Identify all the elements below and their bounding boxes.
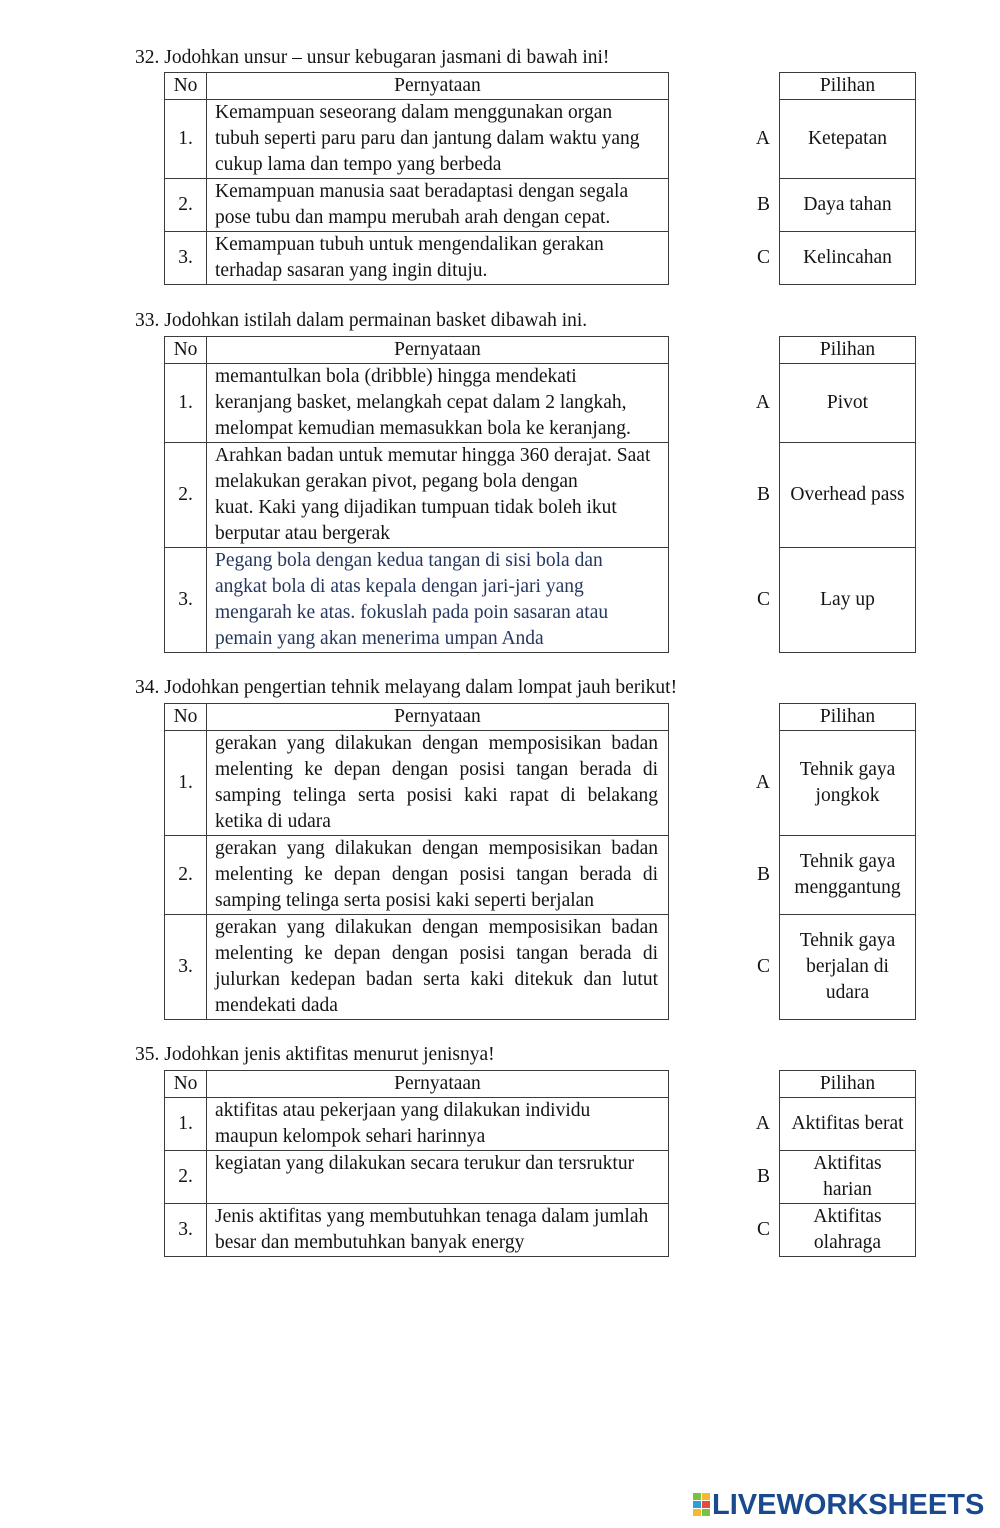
statement-line: samping telinga serta posisi kaki seperti berjalan — [215, 890, 595, 911]
statement-line: aktifitas atau pekerjaan yang dilakukan individu — [215, 1100, 591, 1121]
header-choice: Pilihan — [780, 73, 916, 100]
choice-option-line: Aktifitas — [813, 1153, 882, 1174]
row-number: 2. — [165, 443, 207, 548]
statement-cell — [207, 1204, 669, 1257]
question-35-row-1 — [165, 1098, 916, 1151]
question-33-row-2 — [165, 443, 916, 548]
question-32-row-1 — [165, 100, 916, 179]
header-no: No — [165, 73, 207, 100]
statement-line: Arahkan badan untuk memutar hingga 360 derajat. Saat — [215, 445, 651, 466]
statement-line: ketika di udara — [215, 811, 331, 832]
question-33-row-3 — [165, 548, 916, 653]
choice-letter: C — [756, 1219, 770, 1240]
choice-option-line: udara — [825, 982, 870, 1003]
statement-line: mendekati dada — [215, 995, 338, 1016]
choice-letter: B — [756, 194, 770, 215]
question-32-row-2 — [165, 179, 916, 232]
choice-option-line: Tehnik gaya — [799, 930, 896, 951]
statement-line: melakukan gerakan pivot, pegang bola dengan — [215, 471, 578, 492]
choice-option-line: menggantung — [794, 877, 901, 898]
table-header-row — [165, 73, 916, 100]
statement-cell — [207, 548, 669, 653]
choice-option-line: Daya tahan — [803, 194, 892, 215]
choice-letter: A — [755, 772, 770, 793]
statement-line: Jenis aktifitas yang membutuhkan tenaga dalam jumlah — [215, 1206, 649, 1227]
choice-option-line: Tehnik gaya — [799, 759, 896, 780]
liveworksheets-logo-text: LIVEWORKSHEETS — [712, 1489, 985, 1521]
choice-option-line: Ketepatan — [807, 128, 888, 149]
row-number: 1. — [165, 1098, 207, 1151]
header-choice: Pilihan — [780, 337, 916, 364]
statement-line: kegiatan yang dilakukan secara terukur dan tersruktur — [215, 1153, 635, 1174]
choice-option-line: Aktifitas berat — [791, 1113, 904, 1134]
header-statement: Pernyataan — [207, 704, 669, 731]
header-statement: Pernyataan — [207, 73, 669, 100]
statement-cell — [207, 179, 669, 232]
header-spacer — [669, 704, 780, 731]
question-34-row-1 — [165, 731, 916, 836]
choice-option-line: Tehnik gaya — [799, 851, 896, 872]
question-32-row-3 — [165, 232, 916, 285]
statement-line: julurkan kedepan badan serta kaki ditekuk dan lutut — [215, 969, 658, 990]
choice-letter: C — [756, 956, 770, 977]
statement-line: keranjang basket, melangkah cepat dalam 2 langkah, — [215, 392, 627, 413]
statement-cell — [207, 364, 669, 443]
row-number: 3. — [165, 1204, 207, 1257]
statement-cell — [207, 1151, 669, 1204]
row-number: 3. — [165, 915, 207, 1020]
statement-line: berputar atau bergerak — [215, 523, 391, 544]
question-34-title: 34. Jodohkan pengertian tehnik melayang dalam lompat jauh berikut! — [135, 677, 678, 698]
liveworksheets-logo-icon — [693, 1493, 711, 1517]
choice-option-cell — [780, 915, 916, 1020]
choice-letter: A — [755, 1113, 770, 1134]
choice-option-cell — [780, 1151, 916, 1204]
choice-option-cell — [780, 1098, 916, 1151]
row-number: 3. — [165, 232, 207, 285]
choice-option-line: Kelincahan — [803, 247, 892, 268]
header-statement: Pernyataan — [207, 337, 669, 364]
header-spacer — [669, 1071, 780, 1098]
choice-option-cell — [780, 443, 916, 548]
header-choice: Pilihan — [780, 704, 916, 731]
statement-line: Kemampuan seseorang dalam menggunakan organ — [215, 102, 613, 123]
statement-line: melenting ke depan dengan posisi tangan berada di — [215, 864, 658, 885]
statement-line: memantulkan bola (dribble) hingga mendekati — [215, 366, 577, 387]
statement-cell — [207, 915, 669, 1020]
statement-line: gerakan yang dilakukan dengan memposisikan badan — [215, 733, 658, 754]
header-spacer — [669, 337, 780, 364]
choice-letter: A — [755, 128, 770, 149]
question-34-row-2 — [165, 836, 916, 915]
choice-letter: A — [755, 392, 770, 413]
question-35-row-2 — [165, 1151, 916, 1204]
choice-option-line: Lay up — [820, 589, 875, 610]
question-32-table — [164, 72, 916, 285]
table-header-row — [165, 1071, 916, 1098]
statement-cell — [207, 443, 669, 548]
question-35-table — [164, 1070, 916, 1257]
choice-letter: C — [756, 247, 770, 268]
statement-line: angkat bola di atas kepala dengan jari-jari yang — [215, 576, 584, 597]
question-35-title: 35. Jodohkan jenis aktifitas menurut jenisnya! — [135, 1044, 495, 1065]
row-number: 1. — [165, 100, 207, 179]
choice-letter: B — [756, 1166, 770, 1187]
choice-letter: B — [756, 864, 770, 885]
statement-line: Pegang bola dengan kedua tangan di sisi bola dan — [215, 550, 603, 571]
statement-line: kuat. Kaki yang dijadikan tumpuan tidak boleh ikut — [215, 497, 617, 518]
row-number: 2. — [165, 1151, 207, 1204]
header-no: No — [165, 704, 207, 731]
choice-option-line: berjalan di — [806, 956, 889, 977]
choice-option-cell — [780, 1204, 916, 1257]
statement-cell — [207, 232, 669, 285]
question-34-row-3 — [165, 915, 916, 1020]
choice-option-cell — [780, 731, 916, 836]
statement-line: cukup lama dan tempo yang berbeda — [215, 154, 502, 175]
header-spacer — [669, 73, 780, 100]
question-33-table — [164, 336, 916, 653]
header-statement: Pernyataan — [207, 1071, 669, 1098]
statement-cell — [207, 836, 669, 915]
choice-letter: C — [756, 589, 770, 610]
row-number: 3. — [165, 548, 207, 653]
statement-line: melenting ke depan dengan posisi tangan berada di — [215, 759, 658, 780]
choice-option-cell — [780, 364, 916, 443]
table-header-row — [165, 704, 916, 731]
statement-line: gerakan yang dilakukan dengan memposisikan badan — [215, 838, 658, 859]
statement-line: Kemampuan manusia saat beradaptasi dengan segala — [215, 181, 629, 202]
choice-option-cell — [780, 232, 916, 285]
statement-line: gerakan yang dilakukan dengan memposisikan badan — [215, 917, 658, 938]
choice-letter: B — [756, 484, 770, 505]
row-number: 2. — [165, 836, 207, 915]
choice-option-line: Overhead pass — [790, 484, 905, 505]
statement-line: besar dan membutuhkan banyak energy — [215, 1232, 525, 1253]
row-number: 2. — [165, 179, 207, 232]
statement-cell — [207, 100, 669, 179]
statement-line: melompat kemudian memasukkan bola ke keranjang. — [215, 418, 631, 439]
choice-option-line: olahraga — [813, 1232, 882, 1253]
row-number: 1. — [165, 731, 207, 836]
question-33-title: 33. Jodohkan istilah dalam permainan basket dibawah ini. — [135, 310, 588, 331]
statement-line: pemain yang akan menerima umpan Anda — [215, 628, 544, 649]
choice-option-cell — [780, 100, 916, 179]
choice-option-line: jongkok — [815, 785, 880, 806]
statement-line: pose tubu dan mampu merubah arah dengan cepat. — [215, 207, 611, 228]
statement-line: Kemampuan tubuh untuk mengendalikan gerakan — [215, 234, 604, 255]
statement-line: terhadap sasaran yang ingin dituju. — [215, 260, 488, 281]
question-35-row-3 — [165, 1204, 916, 1257]
question-33-row-1 — [165, 364, 916, 443]
choice-option-cell — [780, 179, 916, 232]
choice-option-cell — [780, 836, 916, 915]
header-no: No — [165, 337, 207, 364]
statement-line: melenting ke depan dengan posisi tangan berada di — [215, 943, 658, 964]
statement-line: mengarah ke atas. fokuslah pada poin sasaran atau — [215, 602, 609, 623]
question-34-table — [164, 703, 916, 1020]
statement-line: samping telinga serta posisi kaki rapat di belakang — [215, 785, 658, 806]
choice-option-line: harian — [823, 1179, 872, 1200]
question-32-title: 32. Jodohkan unsur – unsur kebugaran jasmani di bawah ini! — [135, 47, 610, 68]
statement-cell — [207, 1098, 669, 1151]
choice-option-line: Aktifitas — [813, 1206, 882, 1227]
table-header-row — [165, 337, 916, 364]
statement-line: maupun kelompok sehari harinnya — [215, 1126, 486, 1147]
statement-line: tubuh seperti paru paru dan jantung dalam waktu yang — [215, 128, 640, 149]
header-choice: Pilihan — [780, 1071, 916, 1098]
statement-cell — [207, 731, 669, 836]
choice-option-line: Pivot — [826, 392, 869, 413]
choice-option-cell — [780, 548, 916, 653]
header-no: No — [165, 1071, 207, 1098]
row-number: 1. — [165, 364, 207, 443]
